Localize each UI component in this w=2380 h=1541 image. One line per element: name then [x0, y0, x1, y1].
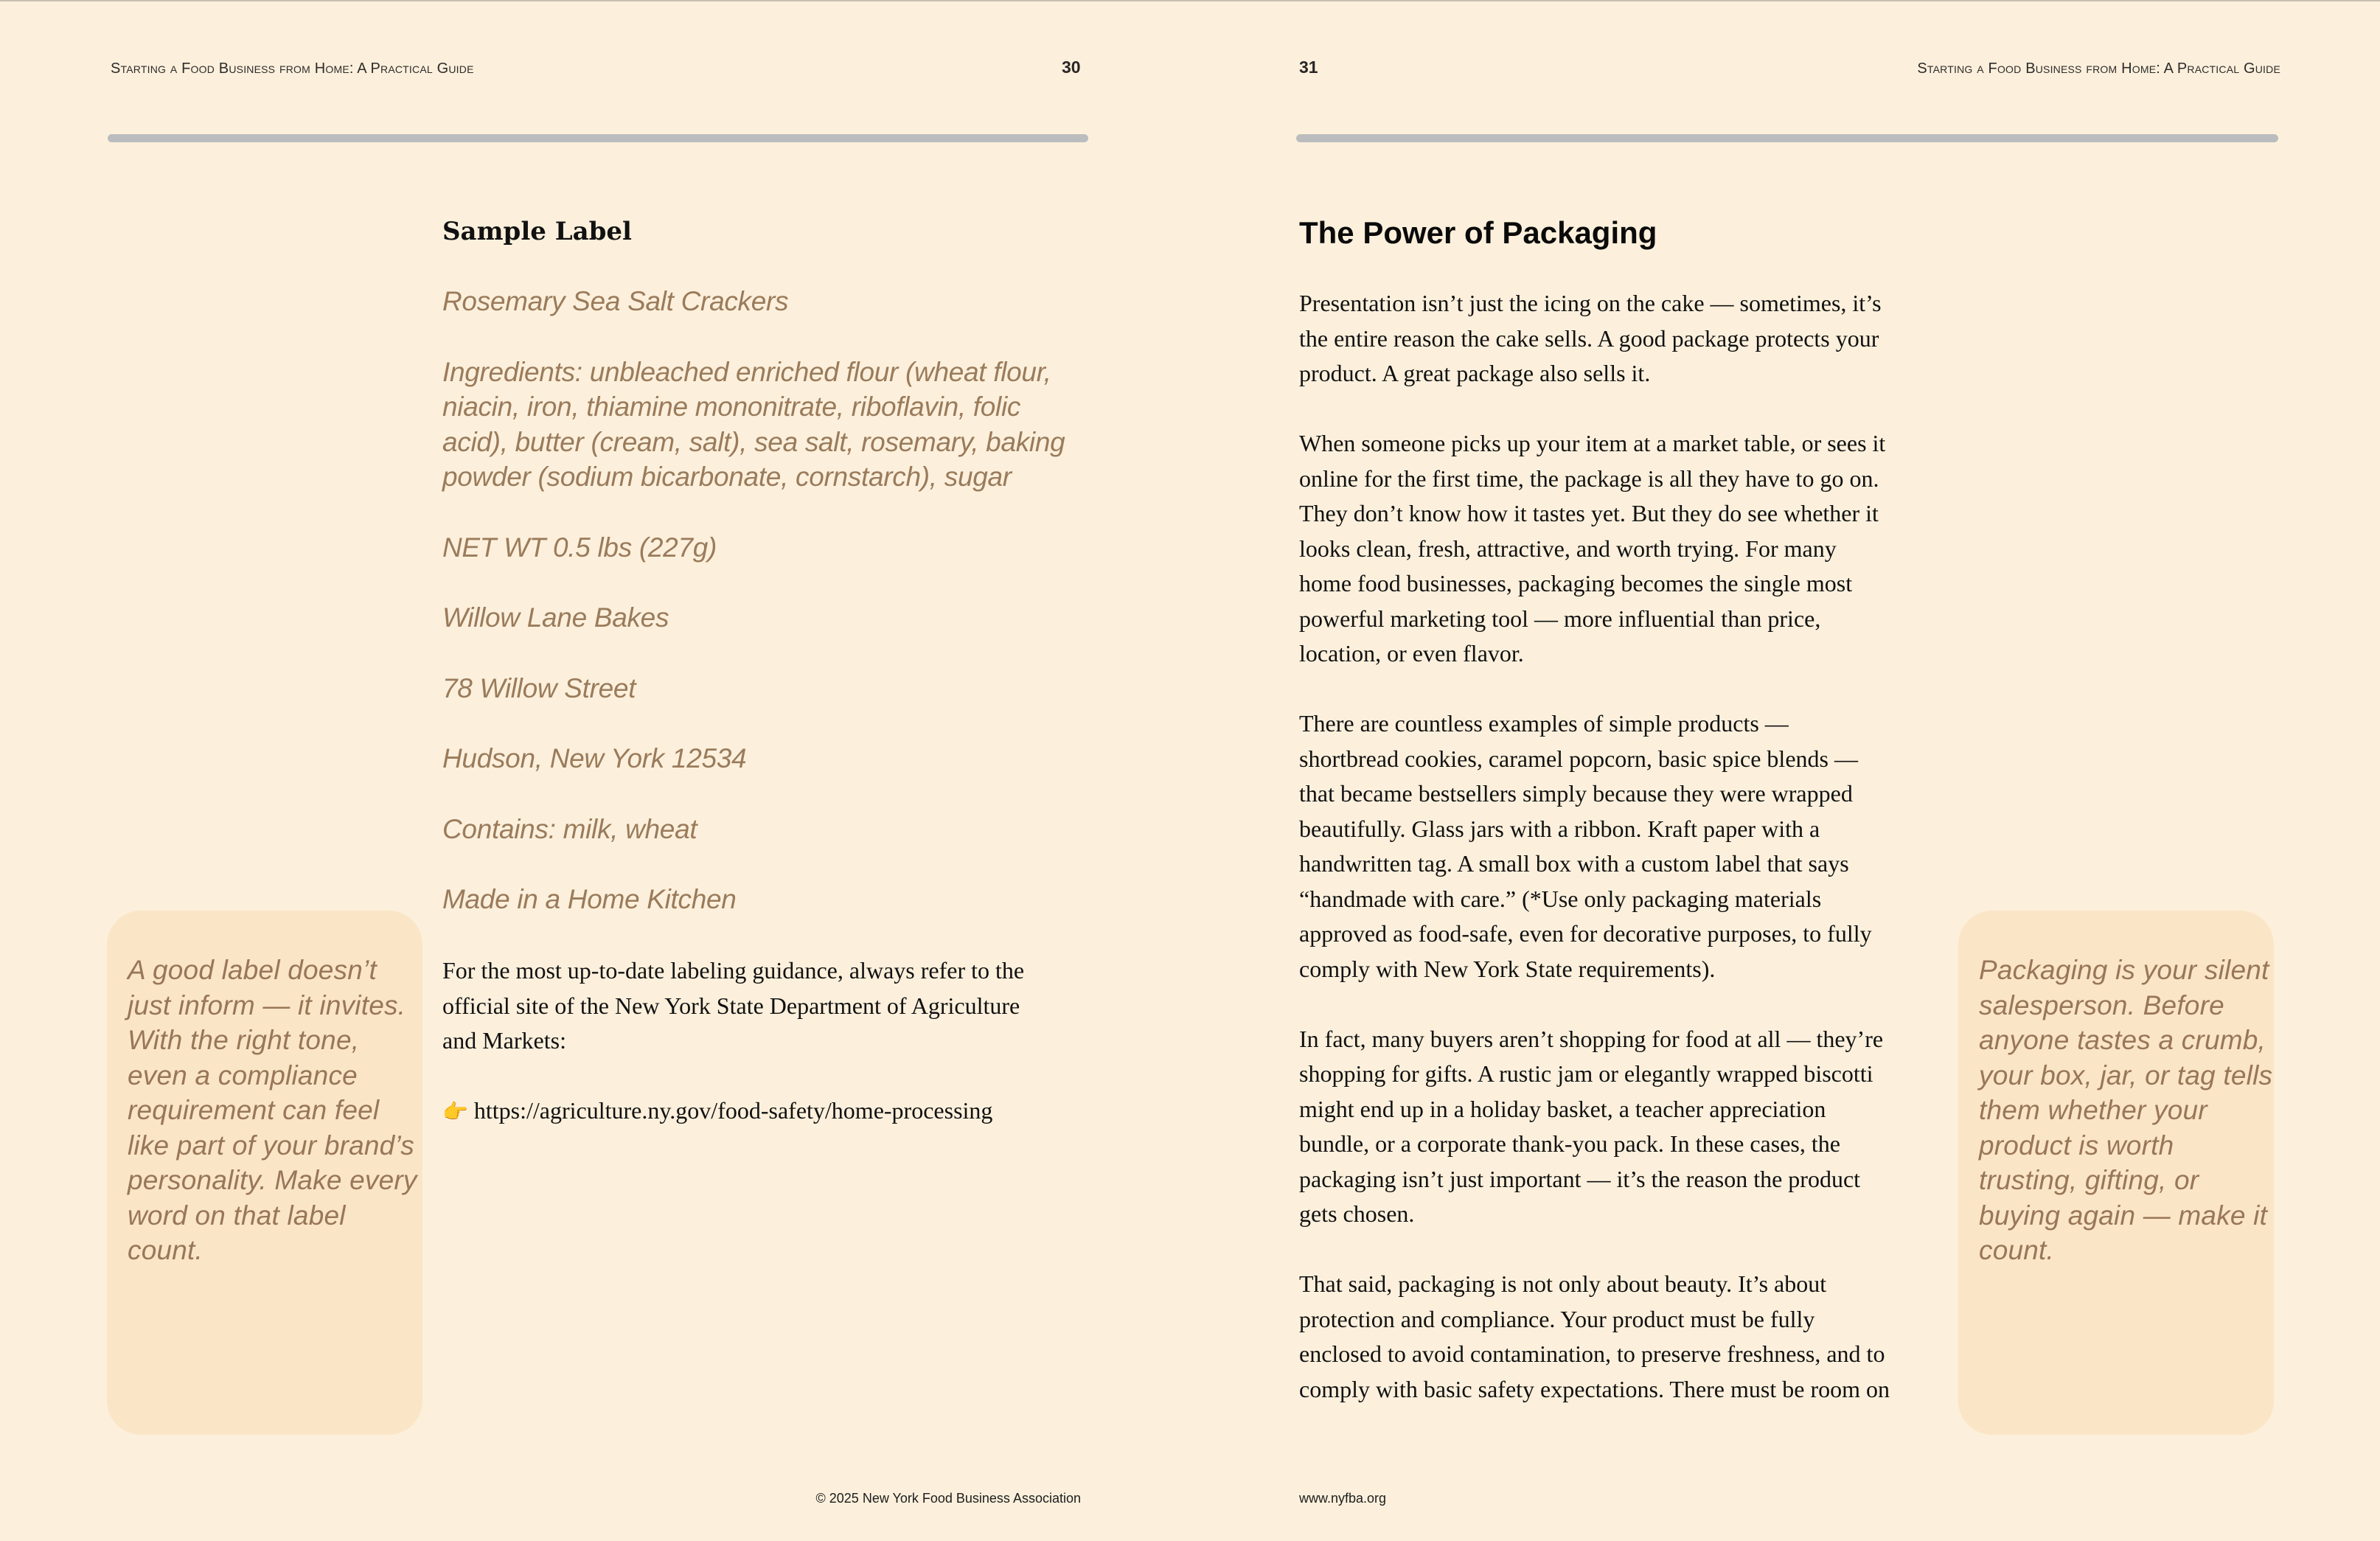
pull-quote-line: Packaging is your silent: [1979, 955, 2269, 985]
guidance-line: official site of the New York State Department of Agriculture: [442, 992, 1020, 1019]
pull-quote-line: A good label doesn’t: [128, 955, 377, 985]
paragraph-line: protection and compliance. Your product must be fully: [1299, 1305, 1815, 1332]
paragraph-line: might end up in a holiday basket, a teacher appreciation: [1299, 1095, 1826, 1122]
guidance-line: and Markets:: [442, 1027, 566, 1054]
footer-copyright: © 2025 New York Food Business Association: [815, 1491, 1081, 1506]
header-rule: [108, 134, 1088, 142]
paragraph-line: When someone picks up your item at a market table, or sees it: [1299, 430, 1886, 456]
pull-quote-line: trusting, gifting, or: [1979, 1165, 2199, 1195]
pull-quote-line: With the right tone,: [128, 1025, 360, 1055]
running-head: Starting a Food Business from Home: A Practical Guide: [1917, 60, 2280, 77]
pull-quote-line: product is worth: [1979, 1130, 2174, 1161]
paragraph-line: packaging isn’t just important — it’s the reason the product: [1299, 1165, 1861, 1192]
right-page: [1190, 0, 2380, 1541]
label-line: powder (sodium bicarbonate, cornstarch), sugar: [442, 462, 1012, 492]
paragraph-line: looks clean, fresh, attractive, and worth trying. For many: [1299, 535, 1837, 562]
paragraph-line: home food businesses, packaging becomes the single most: [1299, 570, 1853, 596]
paragraph-line: That said, packaging is not only about beauty. It’s about: [1299, 1270, 1827, 1297]
paragraph-line: product. A great package also sells it.: [1299, 360, 1651, 386]
pull-quote-line: even a compliance: [128, 1060, 358, 1090]
pull-quote-line: buying again — make it: [1979, 1200, 2268, 1231]
running-head: Starting a Food Business from Home: A Practical Guide: [111, 60, 474, 77]
label-line: Hudson, New York 12534: [442, 743, 747, 773]
label-line: Made in a Home Kitchen: [442, 884, 737, 914]
pull-quote-line: count.: [1979, 1235, 2054, 1265]
paragraph-line: shortbread cookies, caramel popcorn, basic spice blends —: [1299, 745, 1858, 772]
paragraph-line: powerful marketing tool — more influential than price,: [1299, 605, 1821, 632]
pull-quote-line: like part of your brand’s: [128, 1130, 414, 1161]
link-text[interactable]: https://agriculture.ny.gov/food-safety/home-processing: [473, 1097, 993, 1124]
pull-quote-line: word on that label: [128, 1200, 346, 1231]
guidance-line: For the most up-to-date labeling guidance, always refer to the: [442, 957, 1025, 984]
paragraph-line: bundle, or a corporate thank-you pack. In these cases, the: [1299, 1130, 1840, 1157]
pull-quote-line: your box, jar, or tag tells: [1979, 1060, 2273, 1090]
pull-quote-line: count.: [128, 1235, 203, 1265]
pull-quote-line: personality. Make every: [128, 1165, 417, 1195]
label-line: 78 Willow Street: [442, 672, 636, 703]
section-heading: Sample Label: [442, 217, 632, 246]
label-line: NET WT 0.5 lbs (227g): [442, 532, 717, 563]
section-heading: The Power of Packaging: [1299, 215, 1657, 250]
pull-quote-callout: [107, 911, 422, 1435]
paragraph-line: In fact, many buyers aren’t shopping for food at all — they’re: [1299, 1025, 1884, 1052]
pull-quote-line: them whether your: [1979, 1095, 2207, 1125]
header-rule: [1296, 134, 2278, 142]
paragraph-line: handwritten tag. A small box with a custom label that says: [1299, 850, 1849, 877]
pull-quote-line: requirement can feel: [128, 1095, 380, 1125]
pointing-hand-icon: 👉: [442, 1101, 468, 1124]
paragraph-line: There are countless examples of simple products —: [1299, 710, 1789, 737]
label-line: Willow Lane Bakes: [442, 602, 669, 633]
paragraph-line: the entire reason the cake sells. A good package protects your: [1299, 324, 1879, 352]
agriculture-link[interactable]: [442, 1097, 992, 1124]
pull-quote-text: [1979, 953, 2273, 1268]
paragraph-line: shopping for gifts. A rustic jam or elegantly wrapped biscotti: [1299, 1060, 1873, 1087]
pull-quote-line: salesperson. Before: [1979, 989, 2224, 1020]
pull-quote-callout: [1958, 911, 2274, 1435]
paragraph-line: online for the first time, the package is all they have to go on.: [1299, 465, 1879, 492]
paragraph-line: comply with basic safety expectations. There must be room on: [1299, 1375, 1890, 1402]
label-line: Rosemary Sea Salt Crackers: [442, 286, 789, 316]
page-number: 30: [1062, 58, 1081, 77]
footer-website: www.nyfba.org: [1299, 1491, 1387, 1506]
paragraph-line: beautifully. Glass jars with a ribbon. Kraft paper with a: [1299, 815, 1820, 842]
paragraph-line: gets chosen.: [1299, 1200, 1415, 1227]
pull-quote-line: just inform — it invites.: [128, 989, 406, 1020]
label-line: Contains: milk, wheat: [442, 813, 697, 844]
paragraph-line: that became bestsellers simply because they were wrapped: [1299, 780, 1853, 807]
label-line: acid), butter (cream, salt), sea salt, rosemary, baking: [442, 426, 1065, 457]
label-line: Ingredients: unbleached enriched flour (wheat flour,: [442, 356, 1051, 387]
paragraph-line: location, or even flavor.: [1299, 640, 1524, 667]
paragraph-line: “handmade with care.” (*Use only packaging materials: [1299, 885, 1822, 912]
paragraph-line: comply with New York State requirements).: [1299, 955, 1716, 982]
paragraph-line: enclosed to avoid contamination, to preserve freshness, and to: [1299, 1340, 1885, 1367]
paragraph-line: They don’t know how it tastes yet. But they do see whether it: [1299, 500, 1879, 526]
paragraph-line: Presentation isn’t just the icing on the cake — sometimes, it’s: [1299, 290, 1882, 316]
label-line: niacin, iron, thiamine mononitrate, riboflavin, folic: [442, 392, 1021, 422]
pull-quote-text: [128, 953, 417, 1268]
page-number: 31: [1299, 58, 1318, 77]
paragraph-line: approved as food-safe, even for decorative purposes, to fully: [1299, 920, 1872, 947]
pull-quote-line: anyone tastes a crumb,: [1979, 1025, 2266, 1055]
